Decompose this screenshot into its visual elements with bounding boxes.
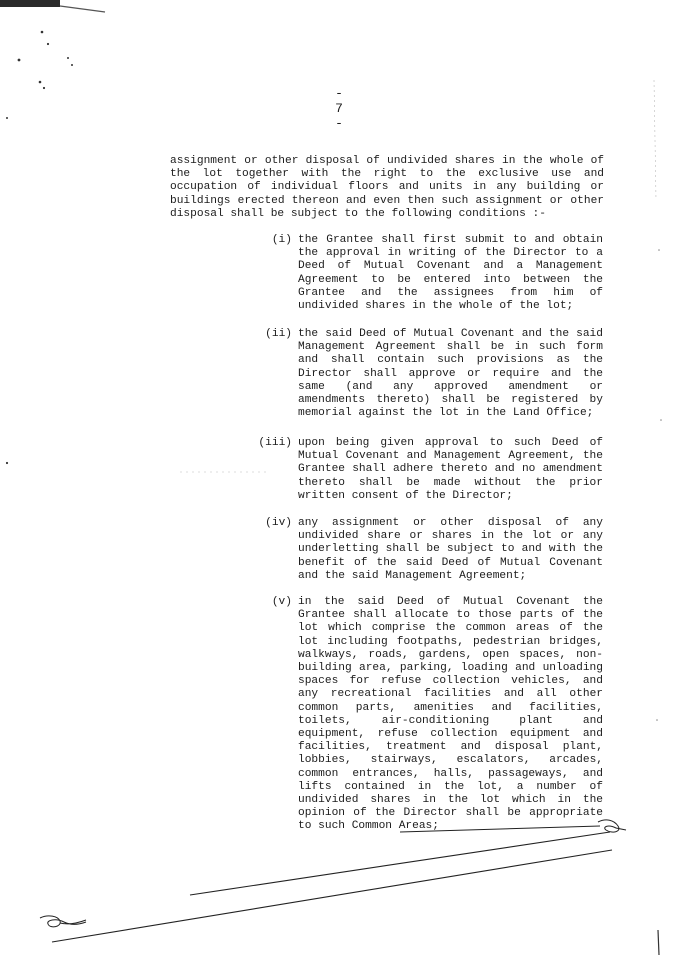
- condition-text: the Grantee shall first submit to and obtain the approval in writing of the Director to a Deed of Mutual Covenant and a Management Agreement to be entered into between the Grantee and the assignees from him of undivided shares in the whole of the lot;: [298, 234, 603, 313]
- condition-text: upon being given approval to such Deed of Mutual Covenant and Management Agreement, the Grantee shall adhere thereto and no amendment thereto shall be made without the prior written consent of the Director;: [298, 437, 603, 502]
- condition-number: (ii): [265, 328, 292, 340]
- signature-initials: [40, 916, 86, 927]
- condition-number: (iii): [258, 437, 292, 449]
- diagonal-line-lower: [52, 850, 612, 942]
- condition-number: (v): [271, 596, 292, 608]
- condition-number: (iv): [265, 517, 292, 529]
- dash-left: -: [335, 86, 345, 101]
- condition-text: the said Deed of Mutual Covenant and the said Management Agreement shall be in such form and shall contain such provisions as the Director shall approve or require and the same (and any approved amendment or amendments thereto) shall be registered by memorial against the lot in the Land Office;: [298, 328, 603, 420]
- dash-right: -: [335, 116, 345, 131]
- condition-text: in the said Deed of Mutual Covenant the Grantee shall allocate to those parts of the lot which comprise the common areas of the lot including footpaths, pedestrian bridges, walkways, roads, gardens, open spaces, non-building area, parking, loading and unloading spaces for refuse collection vehicles, and any recreational facilities and all other common parts, amenities and facilities, toilets, air-conditioning plant and equipment, refuse collection equipment and facilities, treatment and disposal plant, lobbies, stairways, escalators, arcades, common entrances, halls, passageways, and lifts contained in the lot, a number of undivided shares in the lot which in the opinion of the Director shall be appropriate to such Common Areas;: [298, 596, 603, 833]
- intro-paragraph: assignment or other disposal of undivided shares in the whole of the lot together with the right to the exclusive use and occupation of individual floors and units in any building or buildings erected thereon and even then such assignment or other disposal shall be subject to the following conditions :-: [170, 155, 604, 220]
- page-number: 7: [335, 101, 345, 116]
- condition-number: (i): [271, 234, 292, 246]
- initials-mark: [598, 820, 626, 832]
- condition-text: any assignment or other disposal of any undivided share or shares in the lot or any underletting shall be subject to and with the benefit of the said Deed of Mutual Covenant and the said Management Agreement;: [298, 517, 603, 582]
- initials-line: [400, 826, 600, 832]
- diagonal-line-upper: [190, 832, 610, 895]
